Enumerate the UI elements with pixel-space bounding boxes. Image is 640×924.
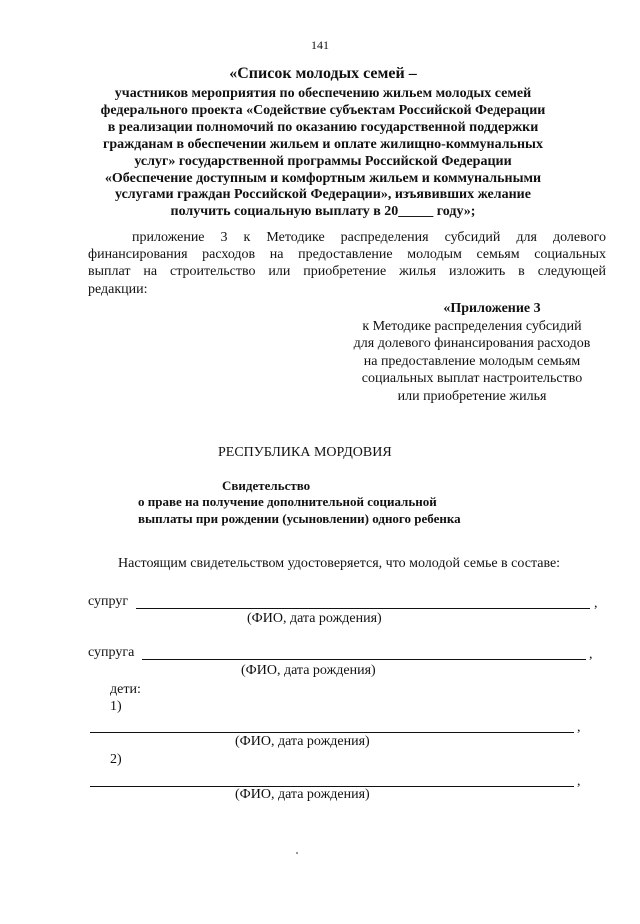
- title-line: участников мероприятия по обеспечению жильем молодых семей: [114, 86, 532, 101]
- child2-comma: ,: [577, 774, 581, 789]
- wife-hint: (ФИО, дата рождения): [241, 663, 376, 678]
- child1-label: 1): [110, 699, 122, 714]
- appendix-line: или приобретение жилья: [397, 388, 547, 404]
- appendix-line: социальных выплат настроительство: [361, 371, 583, 387]
- title-line: услуг» государственной программы Российской Федерации: [134, 153, 512, 169]
- certificate-title: Свидетельство: [222, 478, 311, 493]
- child1-hint: (ФИО, дата рождения): [235, 734, 370, 749]
- amendment-paragraph: [88, 229, 606, 298]
- title-first-line: «Список молодых семей –: [229, 65, 417, 82]
- child1-field-line[interactable]: [90, 732, 574, 733]
- title-line: услугами граждан Российской Федерации», изъявивших желание: [115, 187, 531, 203]
- wife-comma: ,: [589, 647, 593, 662]
- husband-field-line[interactable]: [136, 608, 590, 609]
- page-number: 141: [311, 38, 329, 52]
- wife-label: супруга: [88, 645, 135, 660]
- paragraph-line: финансирования расходов на предоставление молодым семьям социальных: [88, 247, 606, 263]
- certificate-subtitle: [138, 493, 461, 527]
- appendix-block: [334, 300, 610, 406]
- paragraph-line: выплат на строительство или приобретение жилья изложить в следующей: [88, 264, 606, 280]
- paragraph-line: приложение 3 к Методике распределения субсидий для долевого: [132, 230, 606, 245]
- scan-speck: [296, 852, 298, 854]
- appendix-line: для долевого финансирования расходов: [353, 336, 591, 352]
- appendix-line: к Методике распределения субсидий: [362, 318, 582, 334]
- appendix-line: на предоставление молодым семьям: [363, 353, 581, 369]
- children-label: дети:: [110, 682, 141, 697]
- husband-label: супруг: [88, 594, 129, 609]
- child2-hint: (ФИО, дата рождения): [235, 787, 370, 802]
- title-line: гражданам в обеспечении жильем и оплате жилищно-коммунальных: [103, 136, 543, 152]
- wife-field-line[interactable]: [142, 659, 586, 660]
- child1-comma: ,: [577, 720, 581, 735]
- certificate-subtitle-line: выплаты при рождении (усыновлении) одного ребенка: [138, 511, 461, 526]
- certificate-intro: Настоящим свидетельством удостоверяется, что молодой семье в составе:: [118, 556, 561, 571]
- title-line: получить социальную выплату в 20_____ году»;: [170, 204, 476, 220]
- list-title: [88, 64, 558, 221]
- republic-heading: РЕСПУБЛИКА МОРДОВИЯ: [218, 445, 392, 460]
- appendix-heading: «Приложение 3: [443, 301, 541, 316]
- title-line: в реализации полномочий по оказанию государственной поддержки: [107, 119, 539, 135]
- certificate-subtitle-line: о праве на получение дополнительной социальной: [138, 494, 437, 509]
- title-line: федерального проекта «Содействие субъектам Российской Федерации: [100, 102, 546, 118]
- child2-label: 2): [110, 752, 122, 767]
- husband-hint: (ФИО, дата рождения): [247, 611, 382, 626]
- title-line: «Обеспечение доступным и комфортным жильем и коммунальными: [104, 170, 542, 186]
- paragraph-line: редакции:: [88, 281, 148, 297]
- husband-comma: ,: [594, 596, 598, 611]
